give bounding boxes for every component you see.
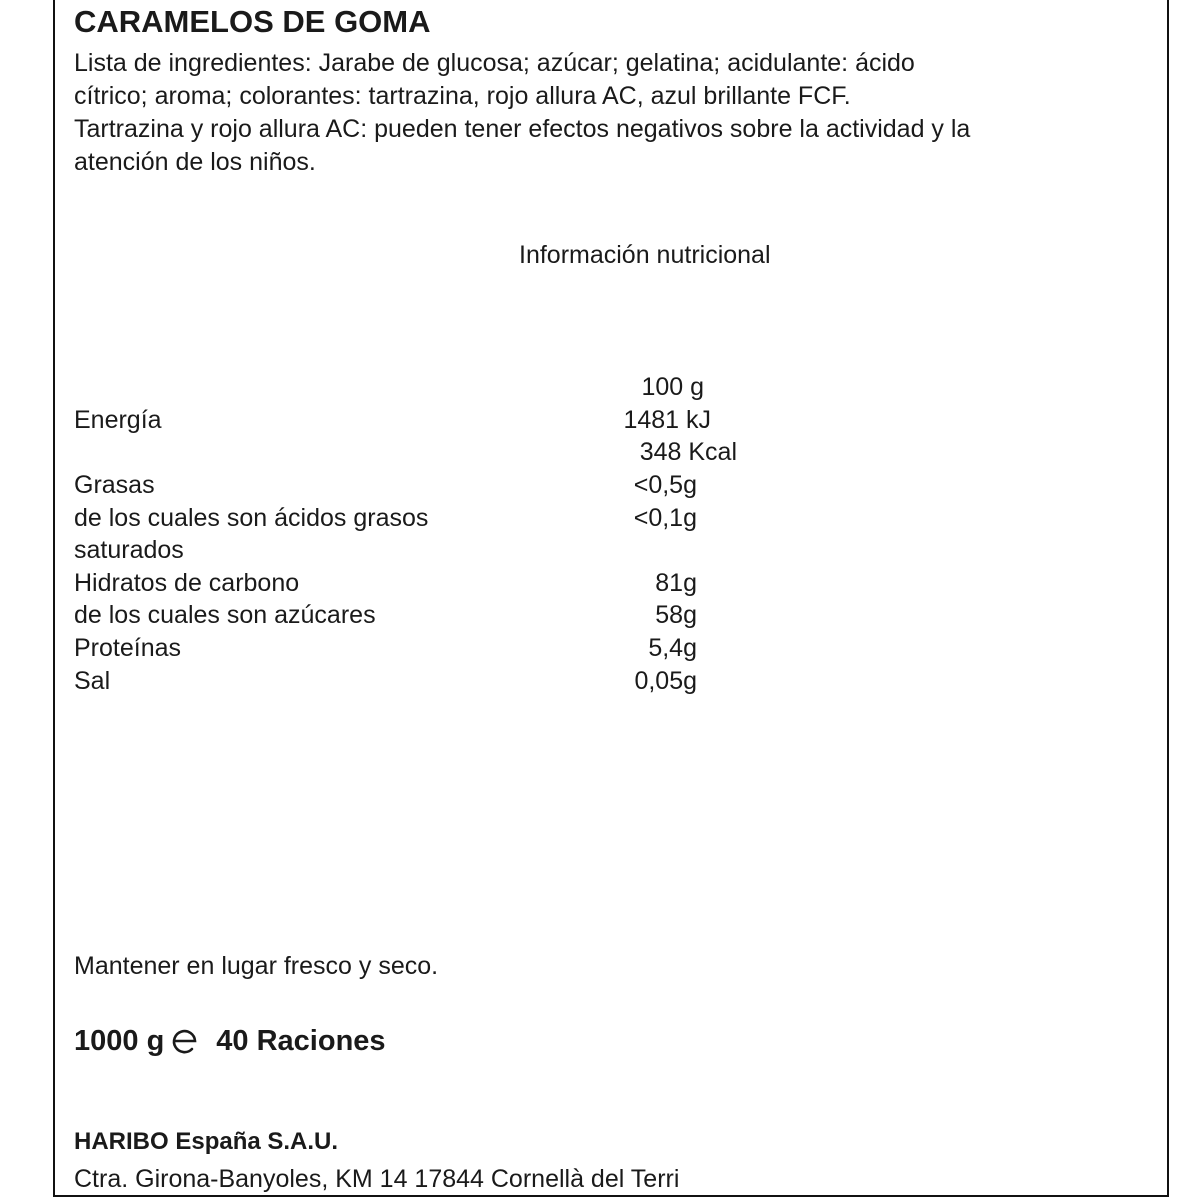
ingredients-line: cítrico; aroma; colorantes: tartrazina, rojo allura AC, azul brillante FCF. — [74, 82, 851, 110]
nutrition-per-header: 100 g — [641, 373, 704, 401]
nutrition-row-label: Proteínas — [74, 634, 182, 662]
nutrition-row-label: saturados — [74, 536, 184, 564]
portions: 40 Raciones — [216, 1025, 386, 1057]
ingredients-line: atención de los niños. — [74, 148, 316, 176]
nutrition-row-label: de los cuales son ácidos grasos — [74, 504, 429, 532]
net-weight: 1000 g — [74, 1025, 165, 1057]
nutrition-row-value: 58g — [655, 601, 697, 629]
nutrition-row-label: de los cuales son azúcares — [74, 601, 376, 629]
ingredients-line: Lista de ingredientes: Jarabe de glucosa; azúcar; gelatina; acidulante: ácido — [74, 49, 915, 77]
net-quantity — [74, 1022, 386, 1060]
product-title: CARAMELOS DE GOMA — [74, 4, 431, 39]
storage-note: Mantener en lugar fresco y seco. — [74, 952, 439, 980]
nutrition-row-label: Grasas — [74, 471, 155, 499]
nutrition-row-label: Energía — [74, 406, 162, 434]
nutrition-row-value: 5,4g — [648, 634, 697, 662]
nutrition-row-value: <0,1g — [633, 504, 697, 532]
nutrition-row-label: Sal — [74, 667, 111, 695]
estimated-e-icon — [170, 1026, 200, 1056]
nutrition-row-value: 0,05g — [634, 667, 697, 695]
nutrition-row-value: 348 Kcal — [639, 438, 737, 466]
manufacturer-name: HARIBO España S.A.U. — [74, 1128, 339, 1155]
ingredients-line: Tartrazina y rojo allura AC: pueden tener efectos negativos sobre la actividad y la — [74, 115, 971, 143]
nutrition-row-value: <0,5g — [633, 471, 697, 499]
nutrition-row-value: 81g — [655, 569, 697, 597]
manufacturer-address: Ctra. Girona-Banyoles, KM 14 17844 Cornellà del Terri — [74, 1165, 680, 1193]
nutrition-row-value: 1481 kJ — [623, 406, 711, 434]
nutrition-row-label: Hidratos de carbono — [74, 569, 300, 597]
nutrition-heading: Información nutricional — [519, 241, 771, 269]
ingredients-text — [74, 47, 970, 179]
